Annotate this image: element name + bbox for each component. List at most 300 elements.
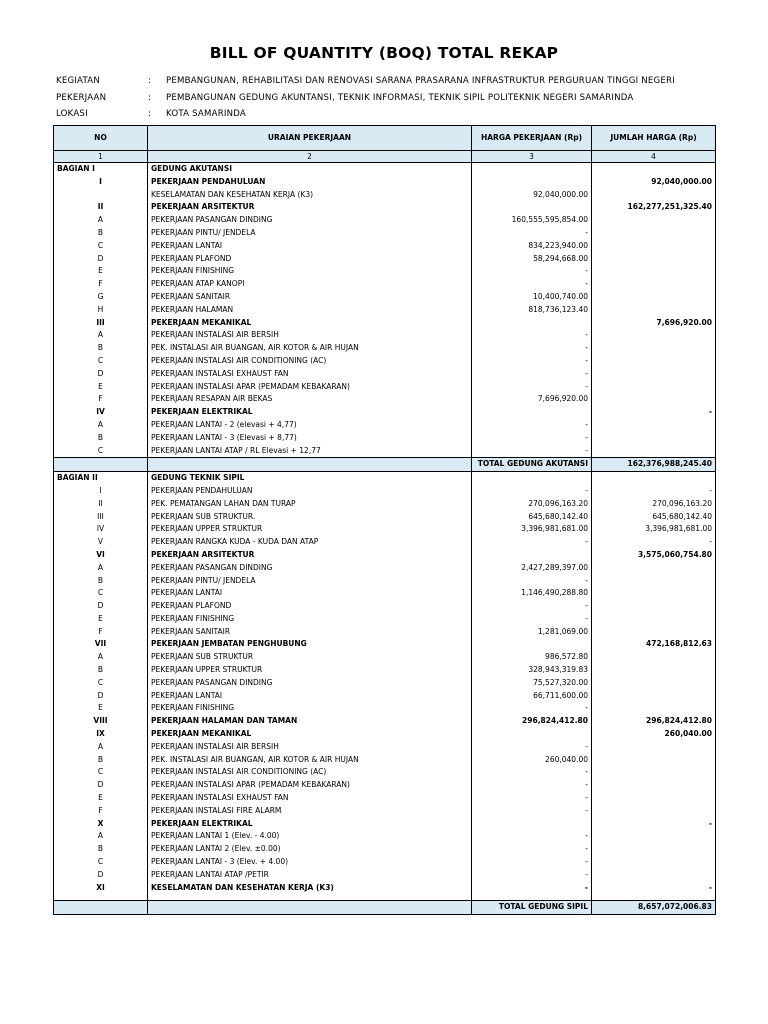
no-cell: IV: [54, 406, 148, 419]
uraian-cell: PEKERJAAN ATAP KANOPI: [148, 278, 472, 291]
no-cell: A: [54, 329, 148, 342]
harga-cell: -: [472, 445, 592, 458]
jumlah-cell: [592, 393, 716, 406]
table-row: [54, 498, 716, 511]
jumlah-cell: 162,376,988,245.40: [592, 458, 716, 472]
harga-cell: TOTAL GEDUNG AKUTANSI: [472, 458, 592, 472]
jumlah-cell: -: [592, 536, 716, 549]
no-cell: VII: [54, 638, 148, 651]
no-cell: II: [54, 498, 148, 511]
jumlah-cell: [592, 754, 716, 767]
jumlah-cell: -: [592, 818, 716, 831]
table-row: [54, 651, 716, 664]
table-row: [54, 677, 716, 690]
uraian-cell: PEKERJAAN FINISHING: [148, 265, 472, 278]
no-cell: II: [54, 201, 148, 214]
no-cell: BAGIAN I: [54, 163, 148, 176]
harga-cell: -: [472, 342, 592, 355]
harga-cell: 66,711,600.00: [472, 690, 592, 703]
boq-table: [53, 125, 716, 915]
no-cell: D: [54, 368, 148, 381]
uraian-cell: PEKERJAAN SUB STRUKTUR.: [148, 511, 472, 524]
jumlah-cell: [592, 677, 716, 690]
harga-cell: 7,696,920.00: [472, 393, 592, 406]
table-row: [54, 214, 716, 227]
uraian-cell: PEKERJAAN PASANGAN DINDING: [148, 214, 472, 227]
table-row: [54, 304, 716, 317]
table-row: [54, 355, 716, 368]
no-cell: F: [54, 805, 148, 818]
table-body: [54, 163, 716, 915]
uraian-cell: PEKERJAAN UPPER STRUKTUR: [148, 664, 472, 677]
header-harga: HARGA PEKERJAAN (Rp): [472, 126, 592, 151]
jumlah-cell: [592, 741, 716, 754]
meta-value: PEMBANGUNAN, REHABILITASI DAN RENOVASI SARANA PRASARANA INFRASTRUKTUR PERGURUAN TINGGI NEGERI: [166, 76, 675, 86]
uraian-cell: PEKERJAAN HALAMAN DAN TAMAN: [148, 715, 472, 728]
jumlah-cell: [592, 575, 716, 588]
uraian-cell: PEKERJAAN INSTALASI APAR (PEMADAM KEBAKARAN): [148, 779, 472, 792]
uraian-cell: PEKERJAAN PASANGAN DINDING: [148, 562, 472, 575]
no-cell: III: [54, 317, 148, 330]
no-cell: D: [54, 690, 148, 703]
uraian-cell: PEKERJAAN SANITAIR: [148, 291, 472, 304]
table-row: [54, 702, 716, 715]
table-row: [54, 291, 716, 304]
section-row: [54, 818, 716, 831]
jumlah-cell: [592, 329, 716, 342]
harga-cell: 1,281,069.00: [472, 626, 592, 639]
harga-cell: -: [472, 792, 592, 805]
uraian-cell: PEKERJAAN RANGKA KUDA - KUDA DAN ATAP: [148, 536, 472, 549]
no-cell: C: [54, 856, 148, 869]
uraian-cell: PEK. INSTALASI AIR BUANGAN, AIR KOTOR & AIR HUJAN: [148, 342, 472, 355]
harga-cell: 2,427,289,397.00: [472, 562, 592, 575]
uraian-cell: PEKERJAAN INSTALASI AIR CONDITIONING (AC): [148, 766, 472, 779]
meta-label: KEGIATAN: [56, 76, 100, 86]
jumlah-cell: 3,396,981,681.00: [592, 523, 716, 536]
table-row: [54, 342, 716, 355]
harga-cell: -: [472, 575, 592, 588]
table-row: [54, 562, 716, 575]
jumlah-cell: [592, 779, 716, 792]
uraian-cell: PEKERJAAN FINISHING: [148, 613, 472, 626]
jumlah-cell: [592, 472, 716, 485]
jumlah-cell: [592, 702, 716, 715]
jumlah-cell: [592, 368, 716, 381]
table-row: [54, 690, 716, 703]
harga-cell: -: [472, 805, 592, 818]
no-cell: F: [54, 626, 148, 639]
section-row: [54, 728, 716, 741]
no-cell: X: [54, 818, 148, 831]
table-row: [54, 741, 716, 754]
harga-cell: TOTAL GEDUNG SIPIL: [472, 901, 592, 915]
section-row: [54, 472, 716, 485]
section-row: [54, 163, 716, 176]
harga-cell: -: [472, 600, 592, 613]
table-row: [54, 227, 716, 240]
table-row: [54, 278, 716, 291]
jumlah-cell: [592, 342, 716, 355]
harga-cell: [472, 549, 592, 562]
no-cell: E: [54, 381, 148, 394]
uraian-cell: PEKERJAAN PASANGAN DINDING: [148, 677, 472, 690]
total-row: [54, 458, 716, 472]
harga-cell: 645,680,142.40: [472, 511, 592, 524]
no-cell: C: [54, 677, 148, 690]
table-row: [54, 432, 716, 445]
uraian-cell: PEKERJAAN SANITAIR: [148, 626, 472, 639]
jumlah-cell: [592, 651, 716, 664]
no-cell: E: [54, 613, 148, 626]
column-index-row: [54, 151, 716, 163]
table-row: [54, 613, 716, 626]
no-cell: C: [54, 355, 148, 368]
table-header-row: [54, 126, 716, 151]
uraian-cell: PEKERJAAN PENDAHULUAN: [148, 176, 472, 189]
uraian-cell: GEDUNG TEKNIK SIPIL: [148, 472, 472, 485]
uraian-cell: PEKERJAAN LANTAI - 3 (Elev. + 4.00): [148, 856, 472, 869]
uraian-cell: PEKERJAAN ELEKTRIKAL: [148, 818, 472, 831]
uraian-cell: PEKERJAAN INSTALASI FIRE ALARM: [148, 805, 472, 818]
jumlah-cell: [592, 278, 716, 291]
section-row: [54, 715, 716, 728]
jumlah-cell: [592, 432, 716, 445]
jumlah-cell: 296,824,412.80: [592, 715, 716, 728]
jumlah-cell: [592, 265, 716, 278]
no-cell: C: [54, 766, 148, 779]
no-cell: B: [54, 843, 148, 856]
jumlah-cell: [592, 690, 716, 703]
jumlah-cell: [592, 664, 716, 677]
table-row: [54, 805, 716, 818]
no-cell: VIII: [54, 715, 148, 728]
jumlah-cell: [592, 163, 716, 176]
no-cell: A: [54, 651, 148, 664]
jumlah-cell: 270,096,163.20: [592, 498, 716, 511]
no-cell: C: [54, 240, 148, 253]
section-row: [54, 201, 716, 214]
table-row: [54, 869, 716, 882]
jumlah-cell: 162,277,251,325.40: [592, 201, 716, 214]
uraian-cell: PEK. PEMATANGAN LAHAN DAN TURAP: [148, 498, 472, 511]
uraian-cell: PEKERJAAN INSTALASI EXHAUST FAN: [148, 792, 472, 805]
uraian-cell: PEKERJAAN ARSITEKTUR: [148, 549, 472, 562]
harga-cell: 75,527,320.00: [472, 677, 592, 690]
harga-cell: 3,396,981,681.00: [472, 523, 592, 536]
no-cell: B: [54, 575, 148, 588]
uraian-cell: PEKERJAAN PINTU/ JENDELA: [148, 227, 472, 240]
table-row: [54, 523, 716, 536]
harga-cell: [472, 818, 592, 831]
harga-cell: 58,294,668.00: [472, 253, 592, 266]
table-row: [54, 329, 716, 342]
jumlah-cell: [592, 355, 716, 368]
no-cell: F: [54, 393, 148, 406]
no-cell: E: [54, 792, 148, 805]
harga-cell: 1,146,490,288.80: [472, 587, 592, 600]
uraian-cell: PEKERJAAN JEMBATAN PENGHUBUNG: [148, 638, 472, 651]
harga-cell: 260,040.00: [472, 754, 592, 767]
harga-cell: -: [472, 355, 592, 368]
no-cell: B: [54, 754, 148, 767]
table-row: [54, 445, 716, 458]
table-row: [54, 419, 716, 432]
jumlah-cell: [592, 253, 716, 266]
meta-value: KOTA SAMARINDA: [166, 109, 246, 119]
uraian-cell: PEKERJAAN MEKANIKAL: [148, 317, 472, 330]
uraian-cell: GEDUNG AKUTANSI: [148, 163, 472, 176]
no-cell: VI: [54, 549, 148, 562]
uraian-cell: KESELAMATAN DAN KESEHATAN KERJA (K3): [148, 882, 472, 895]
jumlah-cell: -: [592, 406, 716, 419]
uraian-cell: PEKERJAAN ELEKTRIKAL: [148, 406, 472, 419]
uraian-cell: PEKERJAAN LANTAI ATAP / RL Elevasi + 12,77: [148, 445, 472, 458]
harga-cell: 270,096,163.20: [472, 498, 592, 511]
harga-cell: [472, 728, 592, 741]
jumlah-cell: [592, 613, 716, 626]
section-row: [54, 317, 716, 330]
uraian-cell: PEKERJAAN LANTAI: [148, 240, 472, 253]
jumlah-cell: [592, 843, 716, 856]
table-row: [54, 536, 716, 549]
harga-cell: -: [472, 329, 592, 342]
header-jumlah: JUMLAH HARGA (Rp): [592, 126, 716, 151]
table-row: [54, 485, 716, 498]
harga-cell: -: [472, 843, 592, 856]
uraian-cell: PEK. INSTALASI AIR BUANGAN, AIR KOTOR & AIR HUJAN: [148, 754, 472, 767]
boq-table-wrapper: [53, 125, 715, 915]
table-row: [54, 600, 716, 613]
table-row: [54, 368, 716, 381]
harga-cell: [472, 163, 592, 176]
harga-cell: 296,824,412.80: [472, 715, 592, 728]
index-cell: 4: [592, 151, 716, 163]
no-cell: A: [54, 830, 148, 843]
uraian-cell: PEKERJAAN SUB STRUKTUR: [148, 651, 472, 664]
jumlah-cell: [592, 805, 716, 818]
no-cell: BAGIAN II: [54, 472, 148, 485]
uraian-cell: PEKERJAAN PINTU/ JENDELA: [148, 575, 472, 588]
uraian-cell: PEKERJAAN RESAPAN AIR BEKAS: [148, 393, 472, 406]
uraian-cell: PEKERJAAN INSTALASI AIR BERSIH: [148, 329, 472, 342]
no-cell: IV: [54, 523, 148, 536]
table-row: [54, 792, 716, 805]
meta-colon: :: [148, 109, 152, 119]
jumlah-cell: [592, 419, 716, 432]
harga-cell: -: [472, 368, 592, 381]
uraian-cell: PEKERJAAN INSTALASI AIR BERSIH: [148, 741, 472, 754]
harga-cell: -: [472, 741, 592, 754]
no-cell: D: [54, 600, 148, 613]
no-cell: [54, 458, 148, 472]
jumlah-cell: [592, 600, 716, 613]
no-cell: E: [54, 265, 148, 278]
no-cell: B: [54, 342, 148, 355]
harga-cell: -: [472, 536, 592, 549]
harga-cell: [472, 406, 592, 419]
jumlah-cell: -: [592, 485, 716, 498]
uraian-cell: PEKERJAAN PENDAHULUAN: [148, 485, 472, 498]
harga-cell: [472, 176, 592, 189]
no-cell: A: [54, 419, 148, 432]
uraian-cell: PEKERJAAN LANTAI 1 (Elev. - 4.00): [148, 830, 472, 843]
document-title: BILL OF QUANTITY (BOQ) TOTAL REKAP: [209, 44, 559, 62]
harga-cell: -: [472, 613, 592, 626]
harga-cell: -: [472, 882, 592, 895]
no-cell: H: [54, 304, 148, 317]
meta-value: PEMBANGUNAN GEDUNG AKUNTANSI, TEKNIK INFORMASI, TEKNIK SIPIL POLITEKNIK NEGERI SAMARINDA: [166, 93, 634, 103]
jumlah-cell: [592, 304, 716, 317]
harga-cell: -: [472, 432, 592, 445]
jumlah-cell: -: [592, 882, 716, 895]
section-row: [54, 176, 716, 189]
harga-cell: [472, 638, 592, 651]
harga-cell: 818,736,123.40: [472, 304, 592, 317]
harga-cell: [472, 201, 592, 214]
table-row: [54, 626, 716, 639]
total-row: [54, 901, 716, 915]
header-uraian: URAIAN PEKERJAAN: [148, 126, 472, 151]
table-row: [54, 381, 716, 394]
uraian-cell: PEKERJAAN INSTALASI APAR (PEMADAM KEBAKARAN): [148, 381, 472, 394]
table-row: [54, 253, 716, 266]
uraian-cell: PEKERJAAN PLAFOND: [148, 253, 472, 266]
meta-label: PEKERJAAN: [56, 93, 107, 103]
harga-cell: 328,943,319.83: [472, 664, 592, 677]
section-row: [54, 882, 716, 895]
index-cell: 1: [54, 151, 148, 163]
harga-cell: 10,400,740.00: [472, 291, 592, 304]
harga-cell: [472, 472, 592, 485]
uraian-cell: PEKERJAAN PLAFOND: [148, 600, 472, 613]
meta-colon: :: [148, 93, 152, 103]
harga-cell: -: [472, 766, 592, 779]
jumlah-cell: [592, 562, 716, 575]
jumlah-cell: 7,696,920.00: [592, 317, 716, 330]
index-cell: 3: [472, 151, 592, 163]
no-cell: V: [54, 536, 148, 549]
table-row: [54, 830, 716, 843]
no-cell: E: [54, 702, 148, 715]
harga-cell: 160,555,595,854.00: [472, 214, 592, 227]
table-row: [54, 189, 716, 202]
jumlah-cell: [592, 189, 716, 202]
jumlah-cell: [592, 856, 716, 869]
harga-cell: -: [472, 830, 592, 843]
table-row: [54, 393, 716, 406]
harga-cell: -: [472, 265, 592, 278]
table-row: [54, 843, 716, 856]
no-cell: A: [54, 741, 148, 754]
table-row: [54, 664, 716, 677]
header-no: NO: [54, 126, 148, 151]
uraian-cell: PEKERJAAN UPPER STRUKTUR: [148, 523, 472, 536]
harga-cell: -: [472, 227, 592, 240]
uraian-cell: PEKERJAAN LANTAI: [148, 587, 472, 600]
harga-cell: -: [472, 381, 592, 394]
jumlah-cell: 472,168,812.63: [592, 638, 716, 651]
jumlah-cell: [592, 766, 716, 779]
harga-cell: 92,040,000.00: [472, 189, 592, 202]
no-cell: C: [54, 587, 148, 600]
no-cell: D: [54, 253, 148, 266]
no-cell: I: [54, 176, 148, 189]
uraian-cell: PEKERJAAN LANTAI - 3 (Elevasi + 8,77): [148, 432, 472, 445]
meta-label: LOKASI: [56, 109, 88, 119]
no-cell: F: [54, 278, 148, 291]
table-row: [54, 575, 716, 588]
harga-cell: -: [472, 278, 592, 291]
harga-cell: -: [472, 779, 592, 792]
uraian-cell: PEKERJAAN FINISHING: [148, 702, 472, 715]
uraian-cell: PEKERJAAN INSTALASI EXHAUST FAN: [148, 368, 472, 381]
jumlah-cell: [592, 214, 716, 227]
uraian-cell: PEKERJAAN LANTAI 2 (Elev. ±0.00): [148, 843, 472, 856]
table-row: [54, 754, 716, 767]
meta-colon: :: [148, 76, 152, 86]
no-cell: B: [54, 664, 148, 677]
no-cell: III: [54, 511, 148, 524]
no-cell: A: [54, 562, 148, 575]
section-row: [54, 638, 716, 651]
jumlah-cell: [592, 792, 716, 805]
jumlah-cell: 260,040.00: [592, 728, 716, 741]
no-cell: B: [54, 432, 148, 445]
jumlah-cell: [592, 240, 716, 253]
table-row: [54, 240, 716, 253]
uraian-cell: PEKERJAAN LANTAI ATAP /PETIR: [148, 869, 472, 882]
no-cell: [54, 901, 148, 915]
no-cell: IX: [54, 728, 148, 741]
table-row: [54, 587, 716, 600]
harga-cell: -: [472, 869, 592, 882]
no-cell: D: [54, 779, 148, 792]
no-cell: C: [54, 445, 148, 458]
jumlah-cell: 8,657,072,006.83: [592, 901, 716, 915]
jumlah-cell: [592, 626, 716, 639]
table-row: [54, 265, 716, 278]
harga-cell: -: [472, 702, 592, 715]
harga-cell: -: [472, 485, 592, 498]
jumlah-cell: [592, 830, 716, 843]
no-cell: B: [54, 227, 148, 240]
index-cell: 2: [148, 151, 472, 163]
section-row: [54, 549, 716, 562]
uraian-cell: PEKERJAAN MEKANIKAL: [148, 728, 472, 741]
uraian-cell: PEKERJAAN LANTAI - 2 (elevasi + 4,77): [148, 419, 472, 432]
table-row: [54, 766, 716, 779]
jumlah-cell: 92,040,000.00: [592, 176, 716, 189]
harga-cell: -: [472, 419, 592, 432]
no-cell: XI: [54, 882, 148, 895]
no-cell: A: [54, 214, 148, 227]
jumlah-cell: [592, 869, 716, 882]
table-row: [54, 511, 716, 524]
jumlah-cell: 3,575,060,754.80: [592, 549, 716, 562]
jumlah-cell: [592, 381, 716, 394]
jumlah-cell: [592, 445, 716, 458]
harga-cell: 834,223,940.00: [472, 240, 592, 253]
jumlah-cell: 645,680,142.40: [592, 511, 716, 524]
uraian-cell: PEKERJAAN HALAMAN: [148, 304, 472, 317]
jumlah-cell: [592, 291, 716, 304]
table-row: [54, 856, 716, 869]
jumlah-cell: [592, 227, 716, 240]
harga-cell: -: [472, 856, 592, 869]
uraian-cell: KESELAMATAN DAN KESEHATAN KERJA (K3): [148, 189, 472, 202]
uraian-cell: PEKERJAAN ARSITEKTUR: [148, 201, 472, 214]
